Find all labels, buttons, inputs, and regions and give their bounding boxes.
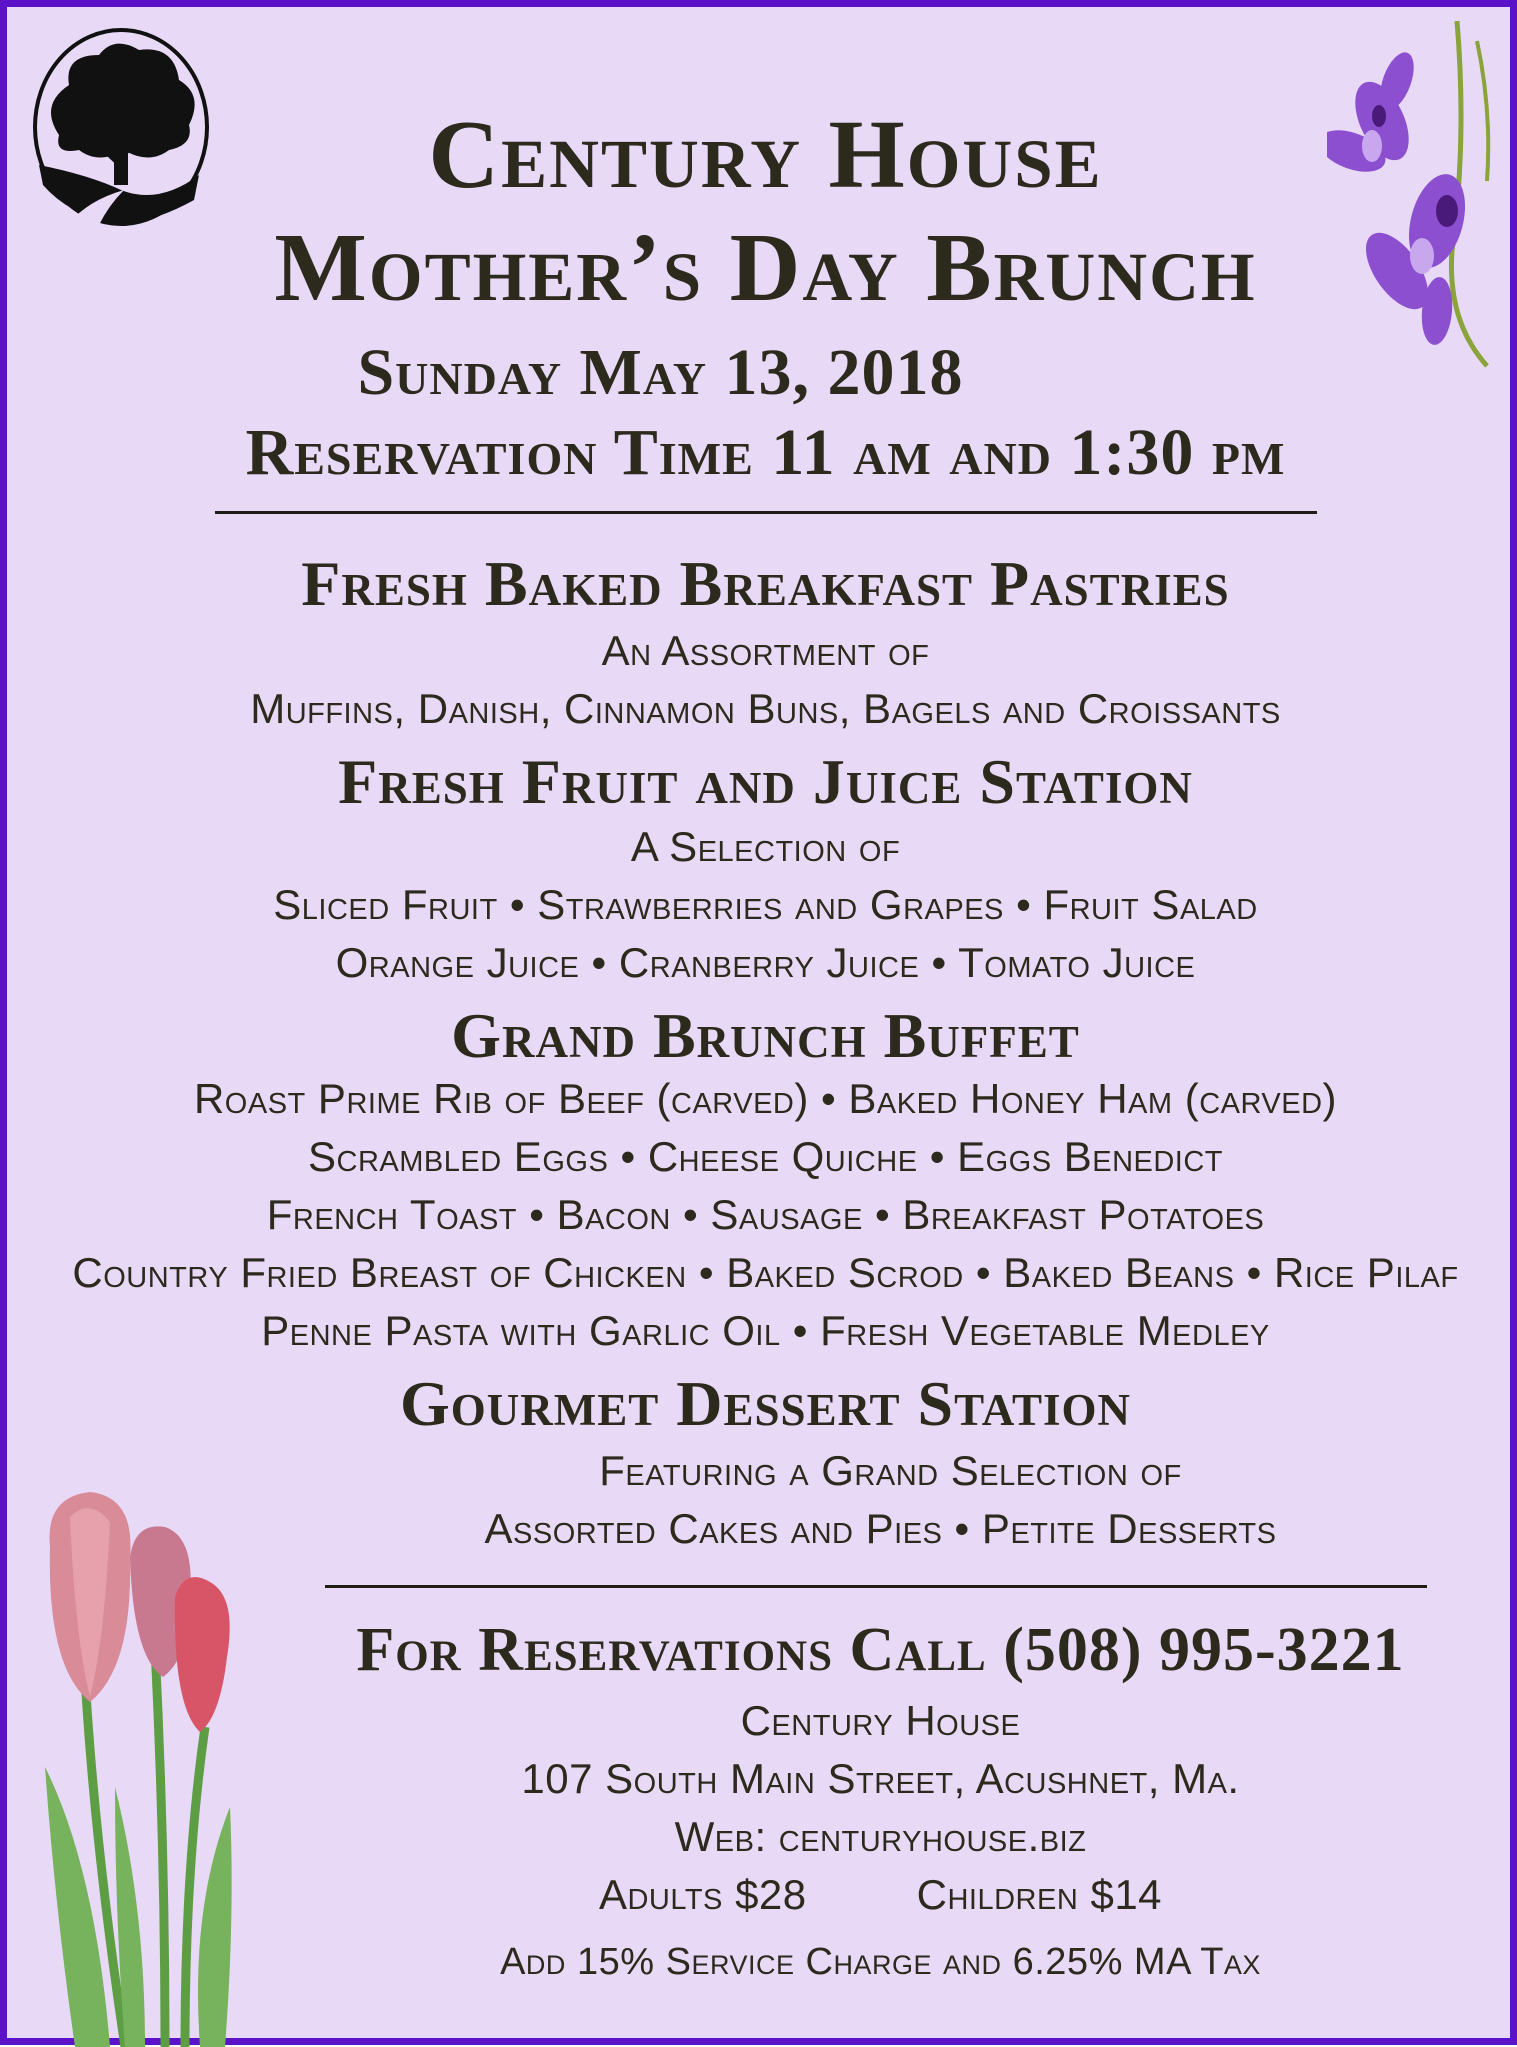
section-heading-fruit: Fresh Fruit and Juice Station — [338, 746, 1193, 817]
buffet-line-1: Roast Prime Rib of Beef (carved) • Baked Honey Ham (carved) — [193, 1075, 1338, 1122]
price-children: Children $14 — [916, 1871, 1163, 1918]
reservation-time: Reservation Time 11 am and 1:30 pm — [245, 416, 1286, 489]
divider-bottom — [325, 1585, 1427, 1588]
fruit-line-3: Orange Juice • Cranberry Juice • Tomato Juice — [335, 939, 1196, 986]
event-date: Sunday May 13, 2018 — [357, 336, 964, 409]
website: Web: centuryhouse.biz — [674, 1813, 1087, 1860]
buffet-line-3: French Toast • Bacon • Sausage • Breakfast Potatoes — [266, 1191, 1265, 1238]
fruit-line-1: A Selection of — [630, 823, 901, 870]
section-heading-pastries: Fresh Baked Breakfast Pastries — [301, 548, 1230, 619]
pastries-line-1: An Assortment of — [601, 627, 930, 674]
buffet-line-4: Country Fried Breast of Chicken • Baked Scrod • Baked Beans • Rice Pilaf — [72, 1249, 1459, 1296]
reservations-phone: For Reservations Call (508) 995-3221 — [356, 1616, 1405, 1684]
pastries-line-2: Muffins, Danish, Cinnamon Buns, Bagels and Croissants — [250, 685, 1281, 732]
fruit-line-2: Sliced Fruit • Strawberries and Grapes • Fruit Salad — [273, 881, 1258, 928]
section-heading-buffet: Grand Brunch Buffet — [451, 1000, 1080, 1071]
section-heading-dessert: Gourmet Dessert Station — [400, 1368, 1131, 1439]
title-venue: Century House — [428, 101, 1103, 209]
pricing-row — [122, 1871, 1517, 1919]
divider-top — [215, 511, 1317, 514]
title-event: Mother’s Day Brunch — [274, 214, 1257, 322]
buffet-line-2: Scrambled Eggs • Cheese Quiche • Eggs Benedict — [307, 1133, 1224, 1180]
dessert-line-2: Assorted Cakes and Pies • Petite Desserts — [484, 1505, 1277, 1552]
dessert-line-1: Featuring a Grand Selection of — [599, 1447, 1182, 1494]
venue-address: 107 South Main Street, Acushnet, Ma. — [521, 1755, 1240, 1802]
price-adults: Adults $28 — [598, 1871, 807, 1918]
buffet-line-5: Penne Pasta with Garlic Oil • Fresh Vegetable Medley — [261, 1307, 1270, 1354]
service-charge-note: Add 15% Service Charge and 6.25% MA Tax — [500, 1941, 1261, 1983]
venue-name: Century House — [740, 1697, 1021, 1744]
